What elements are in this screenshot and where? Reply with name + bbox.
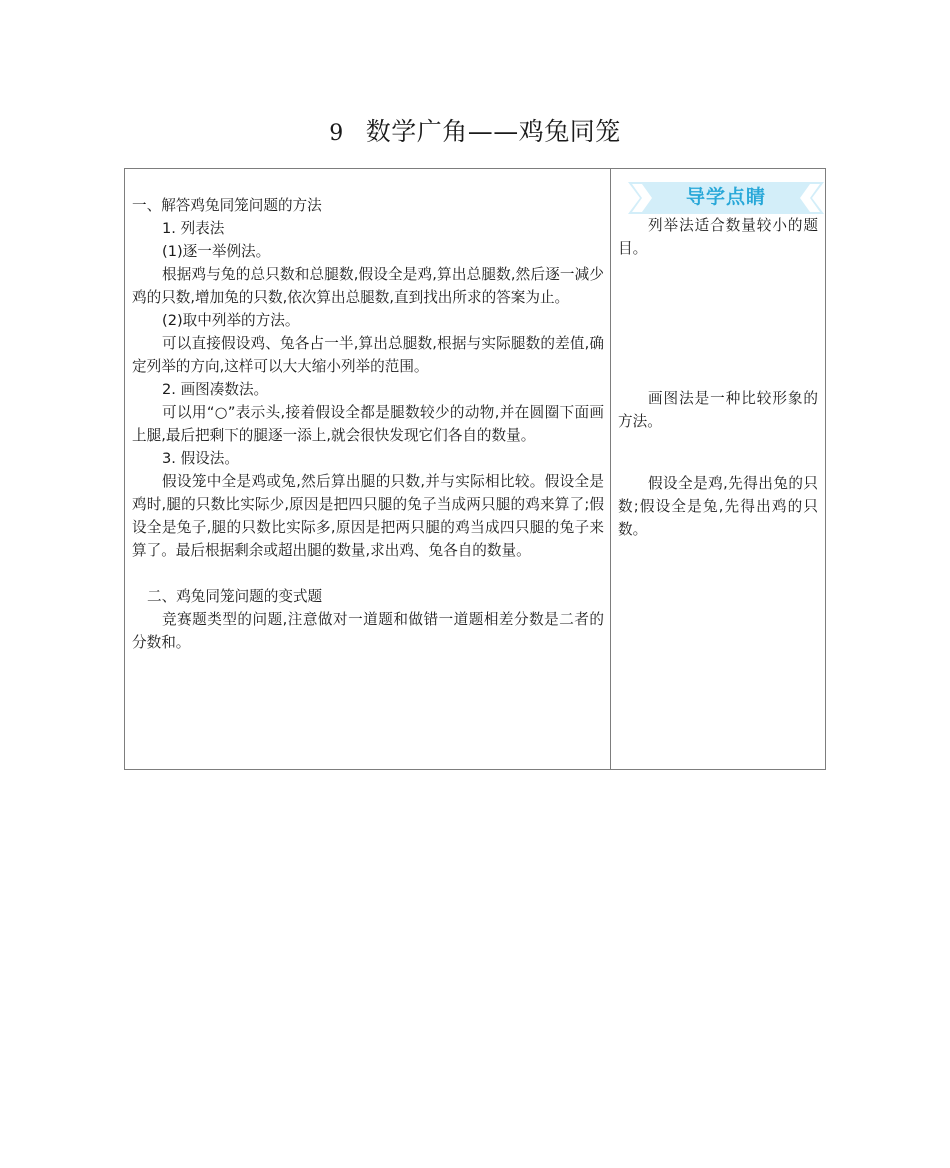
item3-paragraph: 假设笼中全是鸡或兔,然后算出腿的只数,并与实际相比较。假设全是鸡时,腿的只数比实际少,原因是把四只腿的兔子当成两只腿的鸡来算了;假设全是兔子,腿的只数比实际多,原因是把两只腿的鸡当成四只腿的兔子来算了。最后根据剩余或超出腿的数量,求出鸡、兔各自的数量。 [132,473,604,559]
section2-paragraph: 竞赛题类型的问题,注意做对一道题和做错一道题相差分数是二者的分数和。 [132,611,604,651]
spacer [132,562,604,585]
side-note-drawing: 画图法是一种比较形象的方法。 [618,390,818,430]
chapter-title: 数学广角——鸡兔同笼 [365,117,621,146]
guide-badge [628,182,824,214]
item1-sub1-paragraph: 根据鸡与兔的总只数和总腿数,假设全是鸡,算出总腿数,然后逐一减少鸡的只数,增加兔的只数,依次算出总腿数,直到找出所求的答案为止。 [132,266,604,306]
item2-heading: 2. 画图凑数法。 [162,381,269,398]
column-divider [610,168,611,770]
item1-sub2-paragraph: 可以直接假设鸡、兔各占一半,算出总腿数,根据与实际腿数的差值,确定列举的方向,这样可以大大缩小列举的范围。 [132,335,604,375]
page-title [0,112,950,148]
item3-heading: 3. 假设法。 [162,450,239,467]
section2-heading: 二、鸡兔同笼问题的变式题 [147,588,323,605]
chapter-number: 9 [329,121,344,146]
side-note-listing: 列举法适合数量较小的题目。 [618,217,818,257]
item1-sub1-heading: (1)逐一举例法。 [162,243,271,260]
item1-heading: 1. 列表法 [162,220,225,237]
section1-heading: 一、解答鸡兔同笼问题的方法 [132,197,322,214]
item2-paragraph: 可以用“○”表示头,接着假设全都是腿数较少的动物,并在圆圈下面画上腿,最后把剩下的腿逐一添上,就会很快发现它们各自的数量。 [132,404,604,444]
side-column [618,182,818,541]
badge-label: 导学点睛 [685,186,766,208]
side-note-assumption: 假设全是鸡,先得出兔的只数;假设全是兔,先得出鸡的只数。 [618,475,818,538]
item1-sub2-heading: (2)取中列举的方法。 [162,312,300,329]
main-column [132,194,604,654]
